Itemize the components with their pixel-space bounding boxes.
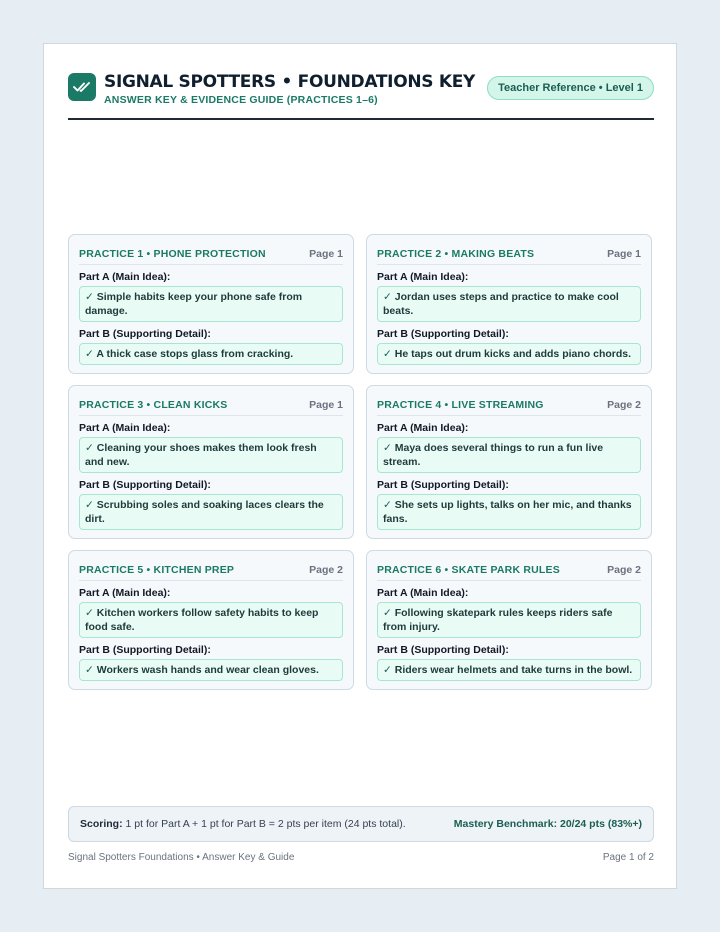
scoring-info bbox=[80, 818, 406, 830]
check-icon: ✓ bbox=[85, 442, 94, 454]
answer-text: Scrubbing soles and soaking laces clears the dirt. bbox=[85, 499, 324, 525]
card-page-ref: Page 2 bbox=[309, 564, 343, 576]
part-b-label: Part B (Supporting Detail): bbox=[377, 328, 509, 340]
answer-text: She sets up lights, talks on her mic, and thanks fans. bbox=[383, 499, 632, 525]
card-page-ref: Page 1 bbox=[309, 399, 343, 411]
check-icon: ✓ bbox=[383, 499, 392, 511]
page-number: Page 1 of 2 bbox=[602, 852, 654, 863]
part-a-answer bbox=[377, 437, 641, 473]
card-title: PRACTICE 3 • CLEAN KICKS bbox=[79, 399, 228, 411]
check-icon: ✓ bbox=[85, 664, 94, 676]
card-page-ref: Page 1 bbox=[309, 248, 343, 260]
part-b-answer bbox=[79, 659, 343, 681]
card-header bbox=[79, 386, 343, 416]
page-footer bbox=[68, 852, 654, 863]
scoring-label: Scoring: bbox=[80, 818, 123, 830]
part-a-answer bbox=[79, 286, 343, 322]
part-b-answer bbox=[377, 343, 641, 365]
part-a-label: Part A (Main Idea): bbox=[79, 587, 171, 599]
part-b-answer bbox=[377, 494, 641, 530]
double-check-icon bbox=[68, 73, 96, 101]
mastery-benchmark: Mastery Benchmark: 20/24 pts (83%+) bbox=[453, 818, 642, 830]
practice-card bbox=[68, 385, 354, 539]
answer-text: Riders wear helmets and take turns in the bowl. bbox=[394, 664, 633, 676]
answer-text: Following skatepark rules keeps riders safe from injury. bbox=[383, 607, 613, 633]
part-a-label: Part A (Main Idea): bbox=[79, 271, 171, 283]
part-b-label: Part B (Supporting Detail): bbox=[377, 644, 509, 656]
practice-card bbox=[366, 234, 652, 374]
check-icon: ✓ bbox=[383, 664, 392, 676]
practice-card bbox=[366, 385, 652, 539]
card-header bbox=[79, 551, 343, 581]
card-page-ref: Page 1 bbox=[607, 248, 641, 260]
card-title: PRACTICE 6 • SKATE PARK RULES bbox=[377, 564, 560, 576]
part-b-label: Part B (Supporting Detail): bbox=[377, 479, 509, 491]
part-a-answer bbox=[79, 602, 343, 638]
part-b-answer bbox=[79, 494, 343, 530]
check-icon: ✓ bbox=[383, 607, 392, 619]
part-b-label: Part B (Supporting Detail): bbox=[79, 644, 211, 656]
card-page-ref: Page 2 bbox=[607, 564, 641, 576]
practice-card bbox=[68, 550, 354, 690]
part-a-answer bbox=[377, 286, 641, 322]
answer-text: Simple habits keep your phone safe from damage. bbox=[85, 291, 303, 317]
footer-title: Signal Spotters Foundations • Answer Key & Guide bbox=[68, 852, 295, 863]
card-title: PRACTICE 5 • KITCHEN PREP bbox=[79, 564, 235, 576]
check-icon: ✓ bbox=[383, 442, 392, 454]
part-b-answer bbox=[377, 659, 641, 681]
check-icon: ✓ bbox=[85, 291, 94, 303]
check-icon: ✓ bbox=[85, 348, 94, 360]
card-page-ref: Page 2 bbox=[607, 399, 641, 411]
part-b-answer bbox=[79, 343, 343, 365]
answer-text: He taps out drum kicks and adds piano chords. bbox=[394, 348, 632, 360]
card-header bbox=[377, 386, 641, 416]
practice-card bbox=[68, 234, 354, 374]
part-a-answer bbox=[377, 602, 641, 638]
scoring-text: 1 pt for Part A + 1 pt for Part B = 2 pts per item (24 pts total). bbox=[125, 818, 406, 830]
part-b-label: Part B (Supporting Detail): bbox=[79, 328, 211, 340]
part-a-label: Part A (Main Idea): bbox=[377, 422, 469, 434]
check-icon: ✓ bbox=[383, 291, 392, 303]
part-a-label: Part A (Main Idea): bbox=[79, 422, 171, 434]
header-divider bbox=[68, 118, 654, 120]
page-header bbox=[68, 72, 654, 120]
page-title: SIGNAL SPOTTERS • FOUNDATIONS KEY bbox=[104, 72, 476, 92]
answer-text: Cleaning your shoes makes them look fresh and new. bbox=[85, 442, 317, 468]
page-subtitle: ANSWER KEY & EVIDENCE GUIDE (PRACTICES 1–6) bbox=[104, 94, 378, 106]
scoring-bar bbox=[68, 806, 654, 842]
card-title: PRACTICE 1 • PHONE PROTECTION bbox=[79, 248, 266, 260]
card-header bbox=[377, 551, 641, 581]
answer-text: Kitchen workers follow safety habits to keep food safe. bbox=[85, 607, 319, 633]
check-icon: ✓ bbox=[85, 499, 94, 511]
practice-card bbox=[366, 550, 652, 690]
check-icon: ✓ bbox=[383, 348, 392, 360]
check-icon: ✓ bbox=[85, 607, 94, 619]
card-title: PRACTICE 4 • LIVE STREAMING bbox=[377, 399, 544, 411]
answer-text: Jordan uses steps and practice to make cool beats. bbox=[383, 291, 619, 317]
part-a-label: Part A (Main Idea): bbox=[377, 271, 469, 283]
part-b-label: Part B (Supporting Detail): bbox=[79, 479, 211, 491]
level-badge: Teacher Reference • Level 1 bbox=[487, 76, 654, 100]
answer-text: A thick case stops glass from cracking. bbox=[96, 348, 294, 360]
part-a-answer bbox=[79, 437, 343, 473]
card-header bbox=[377, 235, 641, 265]
part-a-label: Part A (Main Idea): bbox=[377, 587, 469, 599]
answer-text: Maya does several things to run a fun live stream. bbox=[383, 442, 604, 468]
answer-text: Workers wash hands and wear clean gloves. bbox=[96, 664, 319, 676]
card-header bbox=[79, 235, 343, 265]
card-title: PRACTICE 2 • MAKING BEATS bbox=[377, 248, 535, 260]
answer-key-page bbox=[43, 43, 677, 889]
